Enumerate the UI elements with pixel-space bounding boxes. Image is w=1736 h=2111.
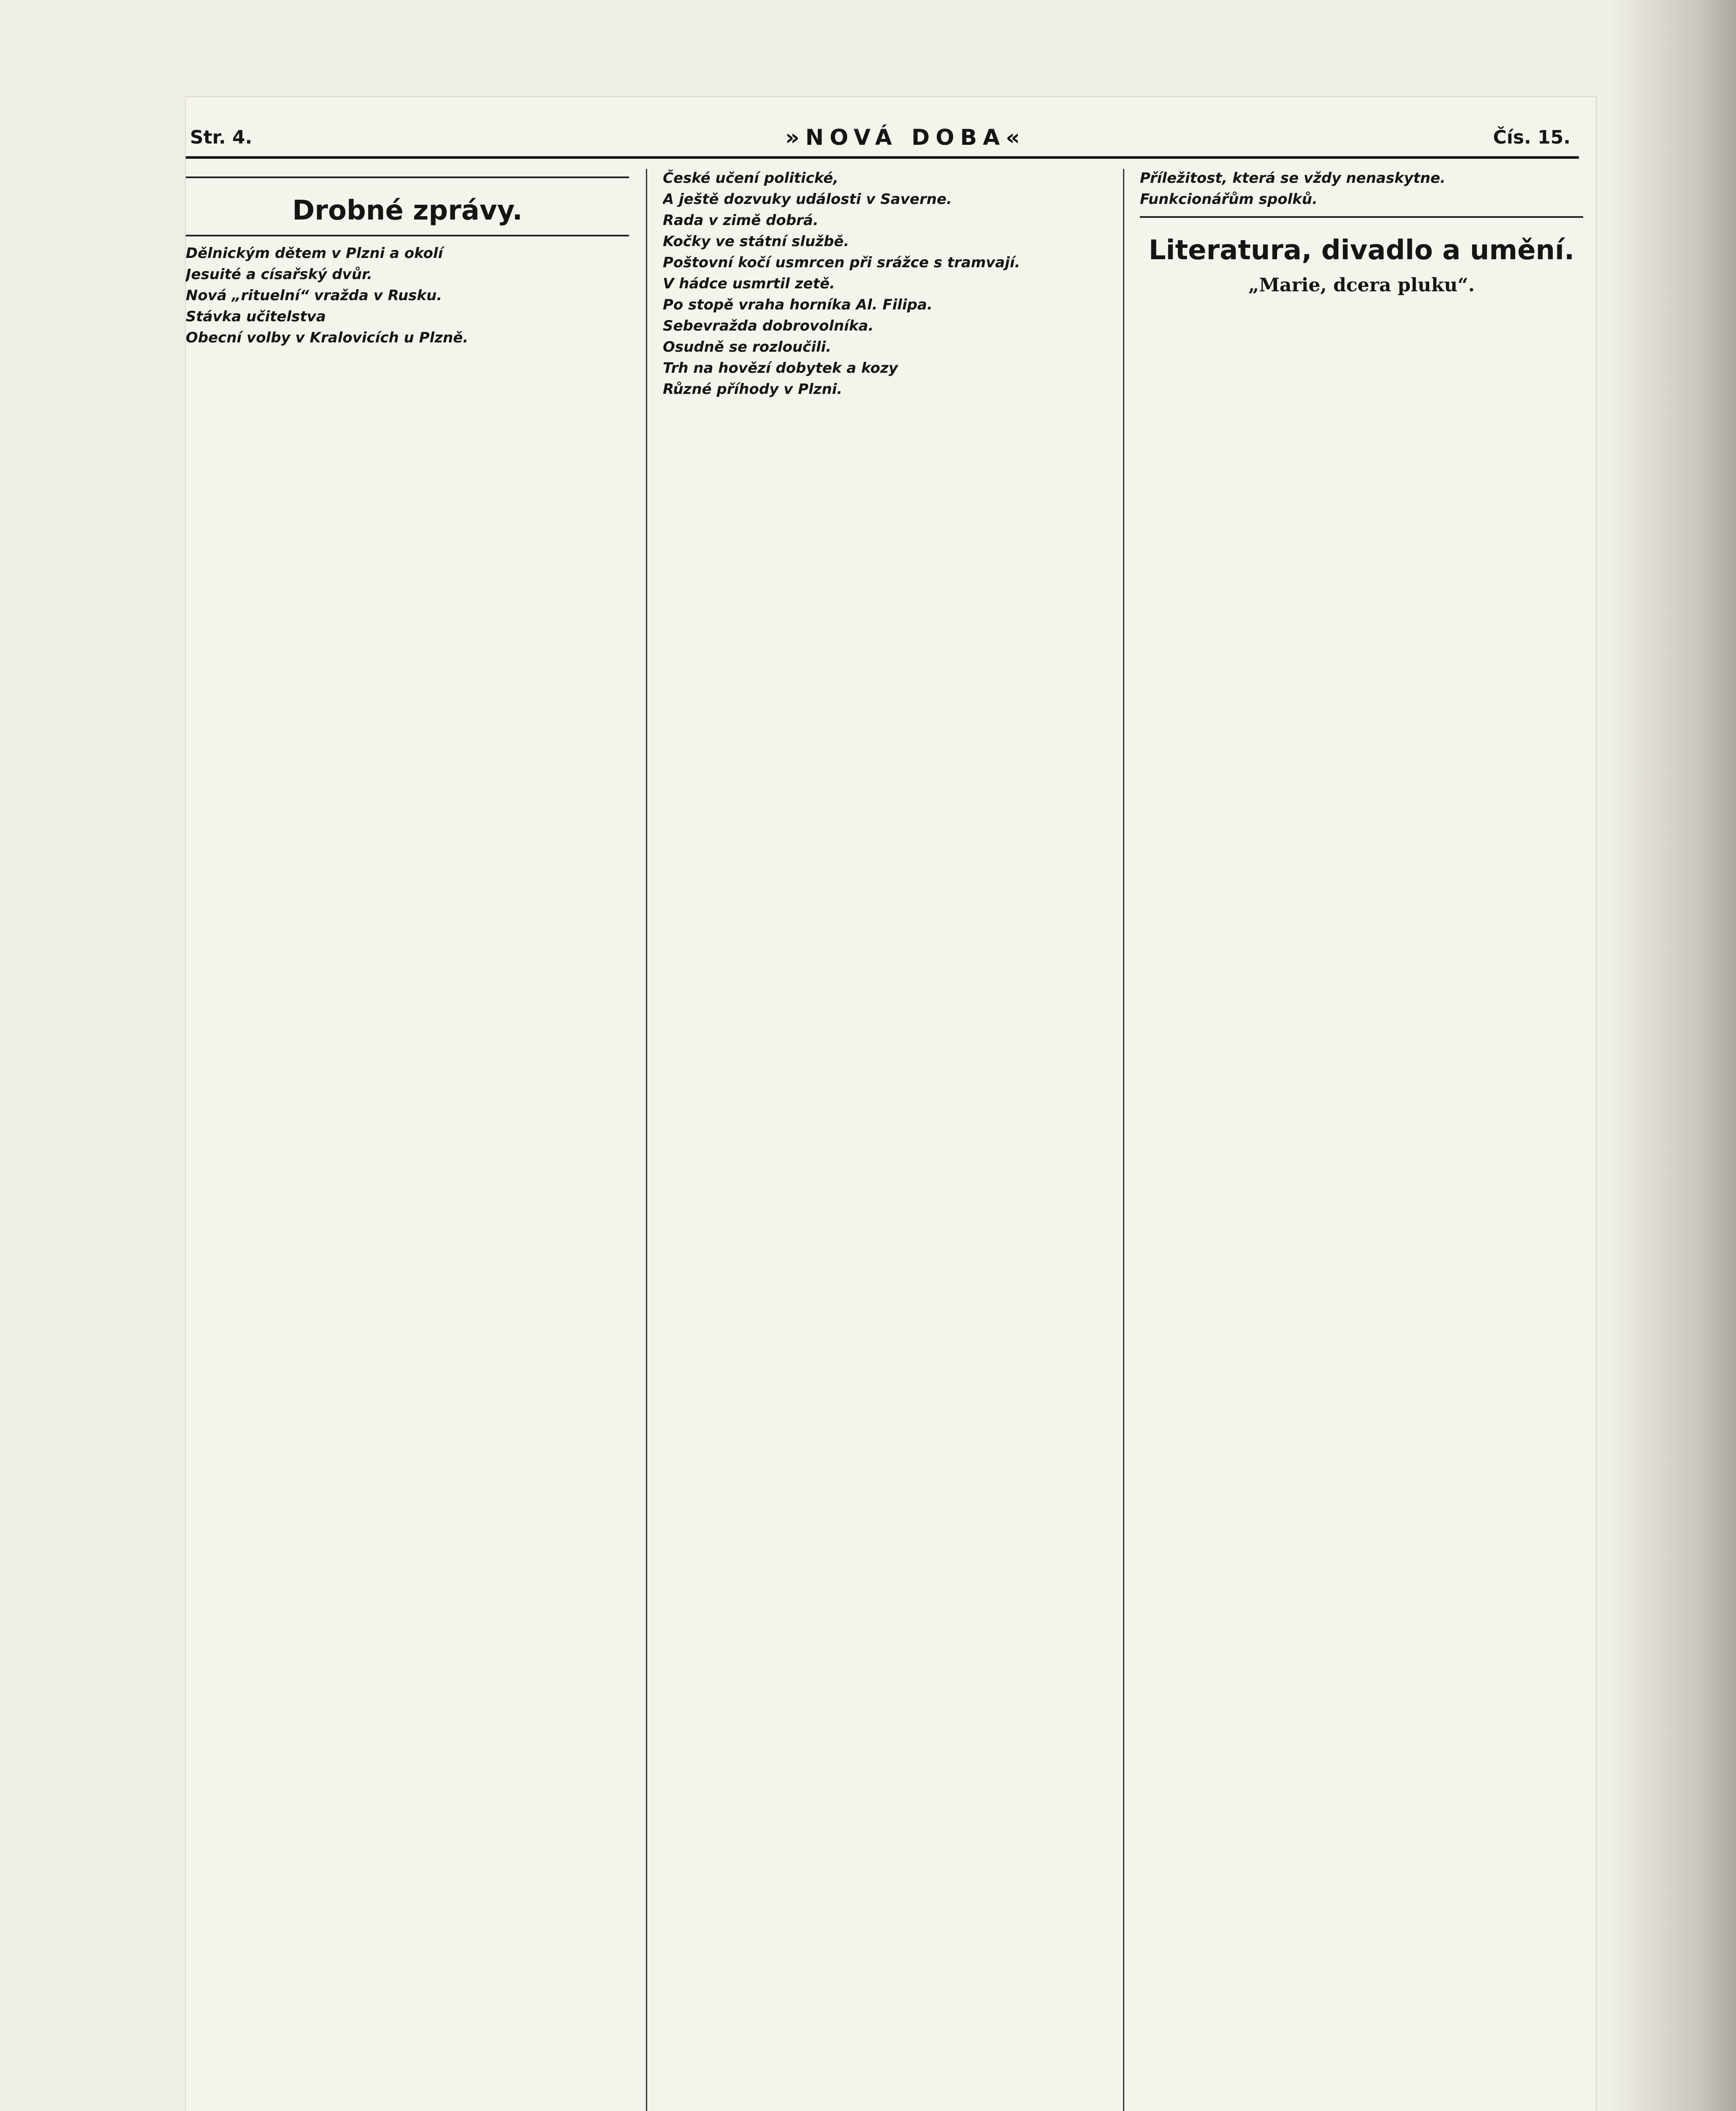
news-headline: Obecní volby v Kralovicích u Plzně. <box>186 329 469 346</box>
news-item <box>186 265 629 284</box>
news-item <box>186 244 629 263</box>
news-headline: A ještě dozvuky události v Saverne. <box>663 191 952 208</box>
newspaper-page <box>186 97 1596 2111</box>
news-item <box>663 211 1106 230</box>
news-item <box>663 317 1106 335</box>
news-headline: Různé příhody v Plzni. <box>663 381 843 398</box>
news-item <box>663 190 1106 209</box>
masthead: »NOVÁ DOBA« <box>785 125 1026 150</box>
news-item <box>186 286 629 305</box>
news-headline: Funkcionářům spolků. <box>1140 191 1318 208</box>
news-headline: Stávka učitelstva <box>186 308 326 325</box>
news-item <box>663 359 1106 377</box>
column-separator-1 <box>646 169 647 2111</box>
news-headline: Osudně se rozloučili. <box>663 339 832 355</box>
news-headline: V hádce usmrtil zetě. <box>663 275 835 292</box>
news-item <box>1140 190 1583 209</box>
news-item <box>663 338 1106 356</box>
news-headline: Příležitost, která se vždy nenaskytne. <box>1140 170 1446 187</box>
news-headline: Jesuité a císařský dvůr. <box>186 266 372 283</box>
column-1 <box>186 169 629 2111</box>
news-headline: Kočky ve státní službě. <box>663 233 849 250</box>
section-title-drobne-zpravy: Drobné zprávy. <box>292 195 523 226</box>
news-headline: Trh na hovězí dobytek a kozy <box>663 360 898 377</box>
news-headline: Dělnickým dětem v Plzni a okolí <box>186 245 443 262</box>
column-3 <box>1140 169 1583 2111</box>
section-divider <box>186 235 629 236</box>
news-item <box>186 328 629 347</box>
section-divider <box>1140 216 1583 218</box>
page-header <box>186 122 1596 156</box>
page-number: Str. 4. <box>190 127 252 148</box>
news-item <box>1140 169 1583 187</box>
news-item <box>663 169 1106 187</box>
news-item <box>186 307 629 326</box>
news-item <box>663 274 1106 293</box>
news-headline: Poštovní kočí usmrcen při srážce s tramvají. <box>663 254 1020 271</box>
section-divider <box>186 176 629 178</box>
news-headline: Rada v zimě dobrá. <box>663 212 819 229</box>
header-rule <box>186 156 1579 159</box>
news-item <box>663 296 1106 314</box>
scan-edge-shadow <box>1609 0 1736 2111</box>
review-title: „Marie, dcera pluku“. <box>1248 274 1475 296</box>
news-item <box>663 232 1106 251</box>
news-headline: Po stopě vraha horníka Al. Filipa. <box>663 296 933 313</box>
issue-number: Čís. 15. <box>1493 127 1571 148</box>
news-item <box>663 253 1106 272</box>
news-headline: České učení politické, <box>663 170 839 187</box>
news-headline: Sebevražda dobrovolníka. <box>663 317 874 334</box>
column-2 <box>663 169 1106 2111</box>
news-headline: Nová „rituelní“ vražda v Rusku. <box>186 287 442 304</box>
column-separator-2 <box>1123 169 1124 2111</box>
news-item <box>663 380 1106 399</box>
section-title-literatura: Literatura, divadlo a umění. <box>1148 235 1575 266</box>
